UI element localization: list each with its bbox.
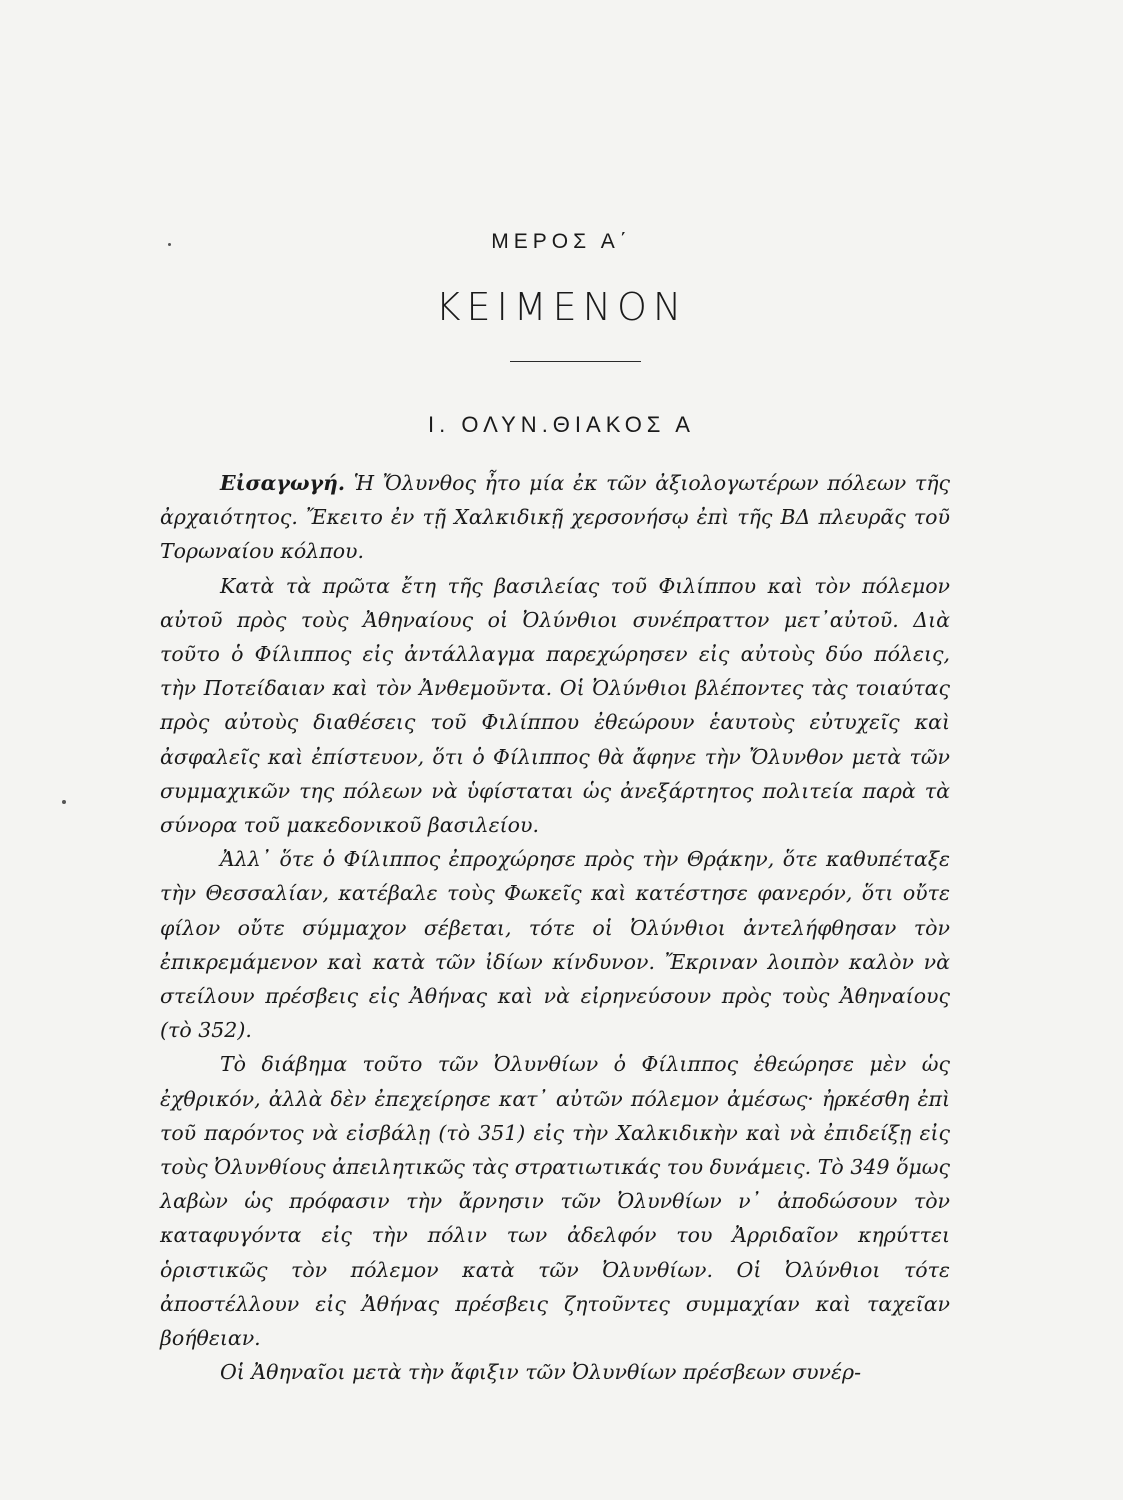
section-heading: Ι. ΟΛΥΝ.ΘΙΑΚΟΣ Α <box>428 412 695 437</box>
part-heading: ΜΕΡΟΣ Α΄ <box>491 230 632 253</box>
paragraph-4: Τὸ διάβημα τοῦτο τῶν Ὀλυνθίων ὁ Φίλιππος ἐθεώρησε μὲν ὡς ἐχθρικόν, ἀλλὰ δὲν ἐπεχείρησε κατ᾽ αὐτῶν πόλεμον ἀμέσως· ἠρκέσθη ἐπὶ τοῦ παρόντος νὰ εἰσβάλῃ (τὸ 351) εἰς τὴν Χαλκιδικὴν καὶ νὰ ἐπιδείξῃ εἰς τοὺς Ὀλυνθίους ἀπειλητικῶς τὰς στρατιωτικάς του δυνάμεις. Τὸ 349 ὅμως λαβὼν ὡς πρόφασιν τὴν ἄρνησιν τῶν Ὀλυνθίων ν᾽ ἀποδώσουν τὸν καταφυγόντα εἰς τὴν πόλιν των ἀδελφόν του Ἀρριδαῖον κηρύττει ὁριστικῶς τὸν πόλεμον κατὰ τῶν Ὀλυνθίων. Οἱ Ὀλύνθιοι τότε ἀποστέλλουν εἰς Ἀθήνας πρέσβεις ζητοῦντες συμμαχίαν καὶ ταχεῖαν βοήθειαν. <box>160 1052 950 1351</box>
paragraph-5: Οἱ Ἀθηναῖοι μετὰ τὴν ἄφιξιν τῶν Ὀλυνθίων πρέσβεων συνέρ- <box>220 1360 861 1385</box>
paragraph-2: Κατὰ τὰ πρῶτα ἔτη τῆς βασιλείας τοῦ Φιλίππου καὶ τὸν πόλεμον αὐτοῦ πρὸς τοὺς Ἀθηναίους οἱ Ὀλύνθιοι συνέπραττον μετ᾽αὐτοῦ. Διὰ τοῦτο ὁ Φίλιππος εἰς ἀντάλλαγμα παρεχώρησεν εἰς αὐτοὺς δύο πόλεις, τὴν Ποτείδαιαν καὶ τὸν Ἀνθεμοῦντα. Οἱ Ὀλύνθιοι βλέποντες τὰς τοιαύτας πρὸς αὐτοὺς διαθέσεις τοῦ Φιλίππου ἐθεώρουν ἑαυτοὺς εὐτυχεῖς καὶ ἀσφαλεῖς καὶ ἐπίστευον, ὅτι ὁ Φίλιππος θὰ ἄφηνε τὴν Ὄλυνθον μετὰ τῶν συμμαχικῶν της πόλεων νὰ ὑφίσταται ὡς ἀνεξάρτητος πολιτεία παρὰ τὰ σύνορα τοῦ μακεδονικοῦ βασιλείου. <box>160 573 950 838</box>
title-divider <box>510 361 641 362</box>
intro-label: Εἰσαγωγή. <box>220 471 346 495</box>
page-title: ΚΕΙΜΕΝΟΝ <box>435 285 688 329</box>
paragraph-3: Ἀλλ᾽ ὅτε ὁ Φίλιππος ἐπροχώρησε πρὸς τὴν Θρᾴκην, ὅτε καθυπέταξε τὴν Θεσσαλίαν, κατέβαλε τοὺς Φωκεῖς καὶ κατέστησε φανερόν, ὅτι οὔτε φίλον οὔτε σύμμαχον σέβεται, τότε οἱ Ὀλύνθιοι ἀντελήφθησαν τὸν ἐπικρεμάμενον καὶ κατὰ τῶν ἰδίων κίνδυνον. Ἔκριναν λοιπὸν καλὸν νὰ στείλουν πρέσβεις εἰς Ἀθήνας καὶ νὰ εἰρηνεύσουν πρὸς τοὺς Ἀθηναίους (τὸ 352). <box>160 847 950 1043</box>
paragraph-1-text: Ἡ Ὄλυνθος ἦτο μία ἐκ τῶν ἀξιολογωτέρων πόλεων τῆς ἀρχαιότητος. Ἔκειτο ἐν τῇ Χαλκιδικῇ χερσονήσῳ ἐπὶ τῆς ΒΔ πλευρᾶς τοῦ Τορωναίου κόλπου. <box>160 471 950 564</box>
scan-speck <box>168 243 171 246</box>
paragraph-1 <box>160 466 950 569</box>
body-text <box>160 466 950 1389</box>
scan-speck <box>62 800 66 804</box>
